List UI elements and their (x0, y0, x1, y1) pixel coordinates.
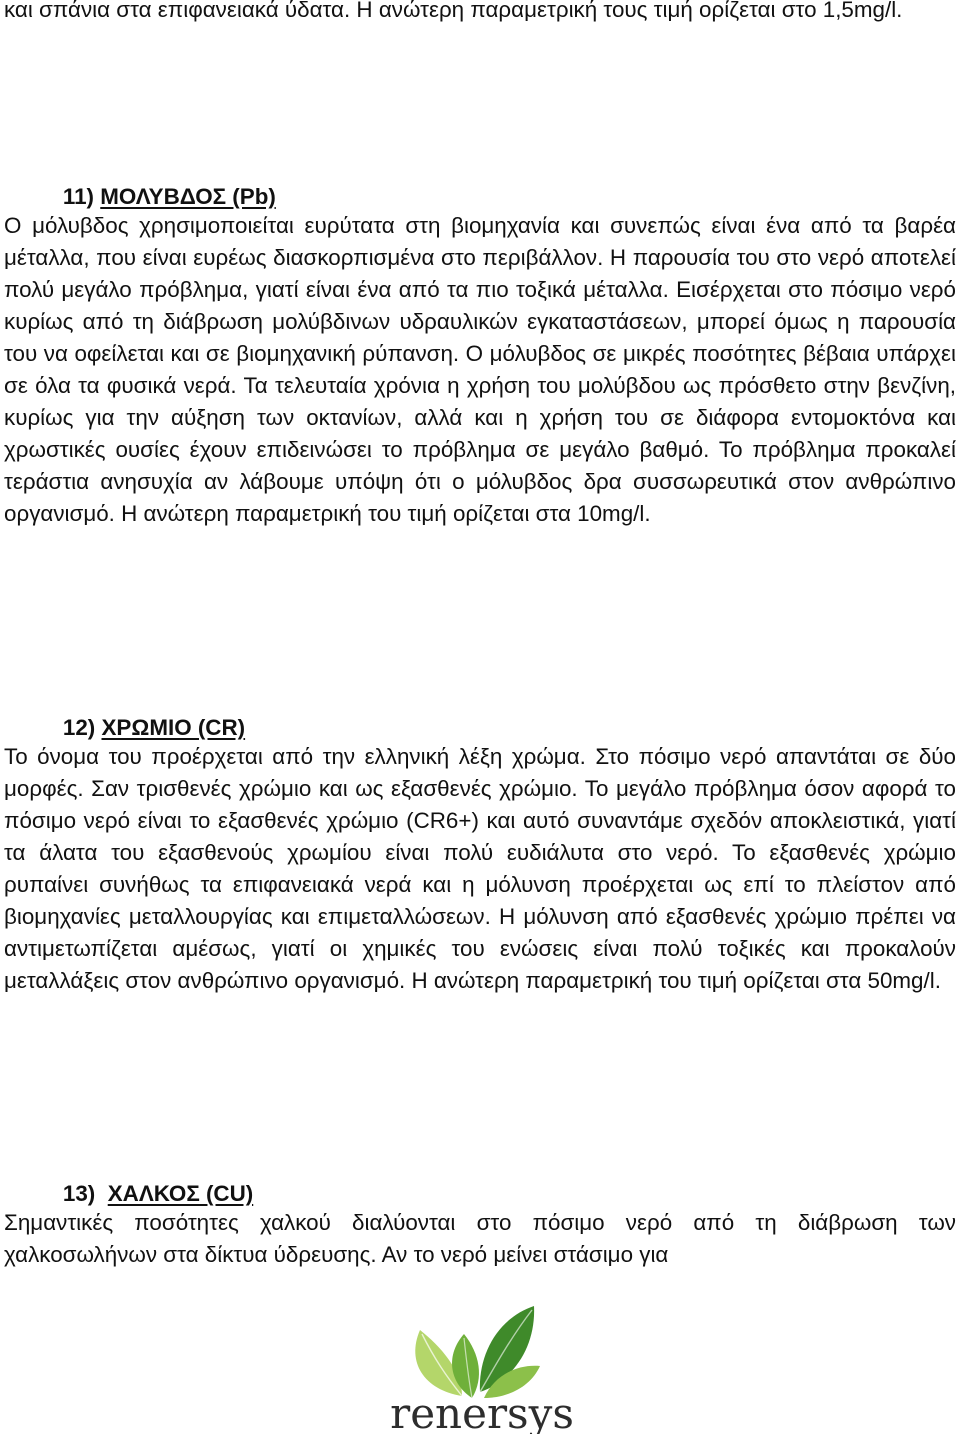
logo-wordmark: renersys (390, 1389, 574, 1434)
section-number: 11) (62, 184, 95, 209)
leaf-logo-icon (384, 1300, 580, 1434)
section-title: ΧΑΛΚΟΣ (CU) (107, 1181, 254, 1206)
section-paragraph-chromium: Το όνομα του προέρχεται από την ελληνική λέξη χρώμα. Στο πόσιμο νερό απαντάται σε δύο μορφές. Σαν τρισθενές χρώμιο και ως εξασθενές χρώμιο. Το μεγάλο πρόβλημα όσον αφορά το πόσιμο νερό είναι το εξασθενές χρώμιο (CR6+) και αυτό συναντάμε σχεδόν αποκλειστικά, γιατί τα άλατα του εξασθενούς χρωμίου είναι πολύ ευδιάλυτα στο νερό. Το εξασθενές χρώμιο ρυπαίνει συνήθως τα επιφανειακά νερά και η μόλυνση προέρχεται ως επί το πλείστον από βιομηχανίες μεταλλουργίας και επιμεταλλώσεων. Η μόλυνση από εξασθενές χρώμιο πρέπει να αντιμετωπίζεται αμέσως, γιατί οι χημικές του ενώσεις είναι πολύ τοξικές και προκαλούν μεταλλάξεις στον ανθρώπινο οργανισμό. Η ανώτερη παραμετρική του τιμή ορίζεται στα 50mg/l. (4, 744, 956, 993)
section-title: ΧΡΩΜΙΟ (CR) (101, 715, 246, 740)
top-paragraph: και σπάνια στα επιφανειακά ύδατα. Η ανώτερη παραμετρική τους τιμή ορίζεται στο 1,5mg/l. (4, 0, 903, 22)
section-paragraph-lead: Ο μόλυβδος χρησιμοποιείται ευρύτατα στη βιομηχανία και συνεπώς είναι ένα από τα βαρέα μέταλλα, που είναι ευρέως διασκορπισμένα στο περιβάλλον. Η παρουσία του στο νερό αποτελεί πολύ μεγάλο πρόβλημα, γιατί είναι ένα από τα πιο τοξικά μέταλλα. Εισέρχεται στο πόσιμο νερό κυρίως από τη διάβρωση μολύβδινων υδραυλικών εγκαταστάσεων, μπορεί όμως η παρουσία του να οφείλεται και σε βιομηχανική ρύπανση. Ο μόλυβδος σε μικρές ποσότητες βέβαια υπάρχει σε όλα τα φυσικά νερά. Τα τελευταία χρόνια η χρήση του μολύβδου ως πρόσθετο στην βενζίνη, κυρίως για την αύξηση των οκτανίων, αλλά και η χρήση του σε διάφορα εντομοκτόνα και χρωστικές ουσίες έχουν επιδεινώσει το πρόβλημα σε μεγάλο βαθμό. Το πρόβλημα προκαλεί τεράστια ανησυχία αν λάβουμε υπόψη ότι ο μόλυβδος δρα συσσωρευτικά στον ανθρώπινο οργανισμό. Η ανώτερη παραμετρική του τιμή ορίζεται στα 10mg/l. (4, 213, 956, 526)
section-paragraph-copper: Σημαντικές ποσότητες χαλκού διαλύονται στο πόσιμο νερό από τη διάβρωση των χαλκοσωλήνων στα δίκτυα ύδρευσης. Αν το νερό μείνει στάσιμο για (4, 1210, 956, 1267)
section-title: ΜΟΛΥΒΔΟΣ (Pb) (100, 184, 276, 209)
renersys-logo (384, 1300, 580, 1434)
section-number: 13) (62, 1181, 96, 1206)
section-number: 12) (62, 715, 96, 740)
